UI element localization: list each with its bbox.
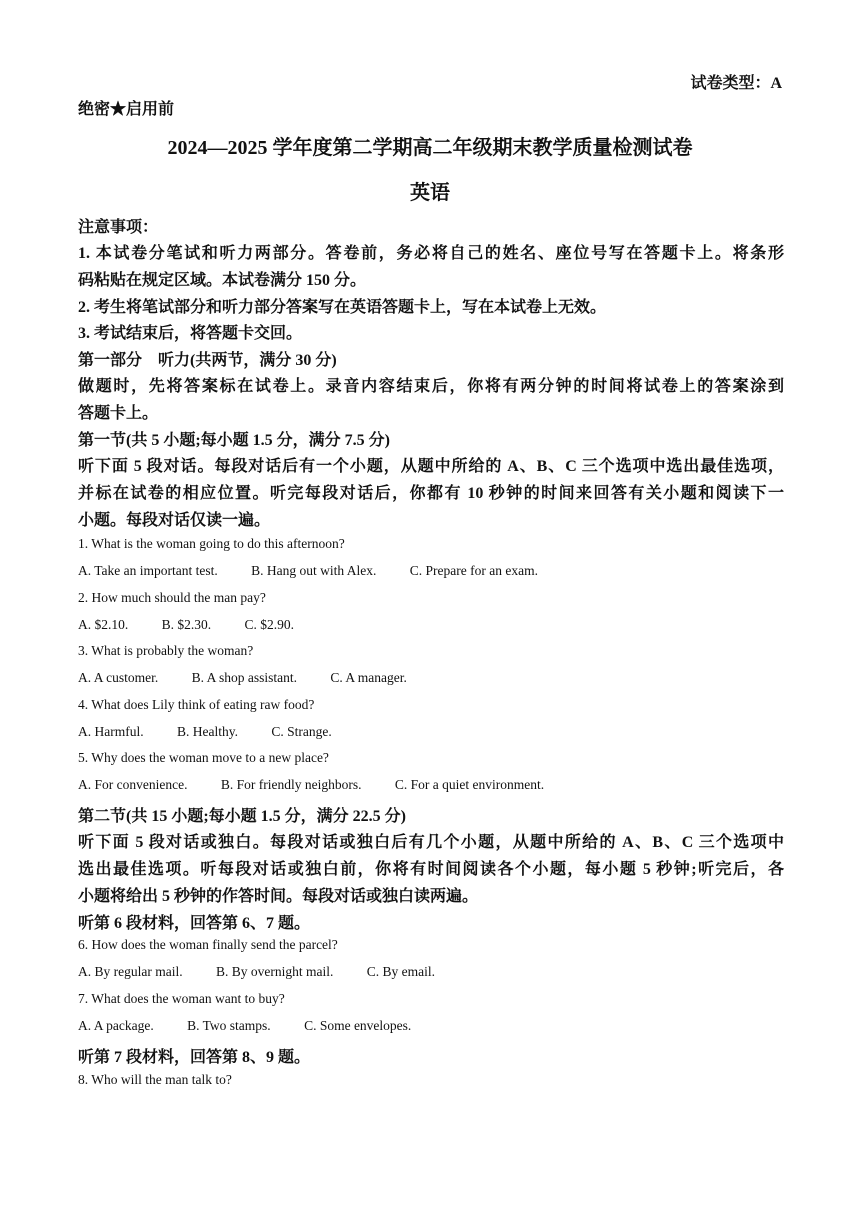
section1-heading: 第一节(共 5 小题;每小题 1.5 分，满分 7.5 分): [78, 432, 390, 449]
question-7: 7. What does the woman want to buy?: [78, 991, 285, 1006]
subject-title: 英语: [410, 182, 450, 204]
notice-item-1: 1. 本试卷分笔试和听力两部分。答卷前，务必将自己的姓名、座位号写在答题卡上。将条形: [78, 245, 784, 262]
material-6-heading: 听第 6 段材料，回答第 6、7 题。: [78, 915, 311, 932]
question-5: 5. Why does the woman move to a new place?: [78, 750, 329, 765]
part1-desc-cont: 答题卡上。: [78, 405, 159, 422]
option-a: A. $2.10.: [78, 617, 129, 632]
option-b: B. A shop assistant.: [191, 670, 298, 685]
section1-desc-cont: 并标在试卷的相应位置。听完每段对话后，你都有 10 秒钟的时间来回答有关小题和阅读下一: [78, 485, 784, 502]
option-b: B. Hang out with Alex.: [251, 563, 377, 578]
question-3: 3. What is probably the woman?: [78, 643, 254, 658]
question-6: 6. How does the woman finally send the parcel?: [78, 937, 338, 952]
question-8: 8. Who will the man talk to?: [78, 1072, 232, 1087]
notice-item-2: 2. 考生将笔试部分和听力部分答案写在英语答题卡上，写在本试卷上无效。: [78, 299, 607, 316]
question-4: 4. What does Lily think of eating raw food?: [78, 697, 315, 712]
option-b: B. $2.30.: [161, 617, 212, 632]
option-a: A. A package.: [78, 1018, 154, 1033]
section1-desc: 听下面 5 段对话。每段对话后有一个小题，从题中所给的 A、B、C 三个选项中选出最佳选项，: [78, 458, 784, 475]
exam-title: 2024—2025 学年度第二学期高二年级期末教学质量检测试卷: [167, 137, 693, 159]
question-6-options: [78, 964, 435, 980]
section2-desc-end: 小题将给出 5 秒钟的作答时间。每段对话或独白读两遍。: [78, 888, 479, 905]
option-c: C. For a quiet environment.: [394, 777, 545, 792]
option-a: A. By regular mail.: [78, 964, 183, 979]
part1-desc: 做题时，先将答案标在试卷上。录音内容结束后，你将有两分钟的时间将试卷上的答案涂到: [78, 378, 784, 395]
question-2-options: [78, 617, 294, 633]
option-a: A. Harmful.: [78, 724, 144, 739]
notice-heading: 注意事项：: [78, 219, 159, 236]
secret-label: 绝密★启用前: [78, 101, 175, 118]
option-b: B. For friendly neighbors.: [220, 777, 362, 792]
question-3-options: [78, 670, 407, 686]
question-1-options: [78, 563, 538, 579]
option-c: C. $2.90.: [244, 617, 295, 632]
question-7-options: [78, 1018, 411, 1034]
section2-heading: 第二节(共 15 小题;每小题 1.5 分，满分 22.5 分): [78, 808, 406, 825]
paper-type-label: 试卷类型：A: [690, 75, 782, 92]
notice-item-1-cont: 码粘贴在规定区域。本试卷满分 150 分。: [78, 272, 367, 289]
question-5-options: [78, 777, 544, 793]
notice-item-3: 3. 考试结束后，将答题卡交回。: [78, 325, 303, 342]
option-c: C. Strange.: [271, 724, 332, 739]
option-b: B. Healthy.: [176, 724, 238, 739]
option-c: C. A manager.: [330, 670, 407, 685]
option-c: C. By email.: [366, 964, 435, 979]
option-b: B. Two stamps.: [187, 1018, 271, 1033]
option-c: C. Some envelopes.: [304, 1018, 412, 1033]
option-b: B. By overnight mail.: [215, 964, 334, 979]
material-7-heading: 听第 7 段材料，回答第 8、9 题。: [78, 1049, 311, 1066]
option-a: A. A customer.: [78, 670, 159, 685]
part1-heading: 第一部分 听力(共两节，满分 30 分): [78, 352, 337, 369]
section1-desc-end: 小题。每段对话仅读一遍。: [78, 512, 271, 529]
question-4-options: [78, 724, 332, 740]
option-c: C. Prepare for an exam.: [409, 563, 538, 578]
option-a: A. For convenience.: [78, 777, 188, 792]
section2-desc: 听下面 5 段对话或独白。每段对话或独白后有几个小题，从题中所给的 A、B、C 三个选项中: [78, 834, 784, 851]
question-2: 2. How much should the man pay?: [78, 590, 266, 605]
option-a: A. Take an important test.: [78, 563, 218, 578]
question-1: 1. What is the woman going to do this afternoon?: [78, 536, 345, 551]
section2-desc-cont: 选出最佳选项。听每段对话或独白前，你将有时间阅读各个小题，每小题 5 秒钟;听完后，各: [78, 861, 784, 878]
